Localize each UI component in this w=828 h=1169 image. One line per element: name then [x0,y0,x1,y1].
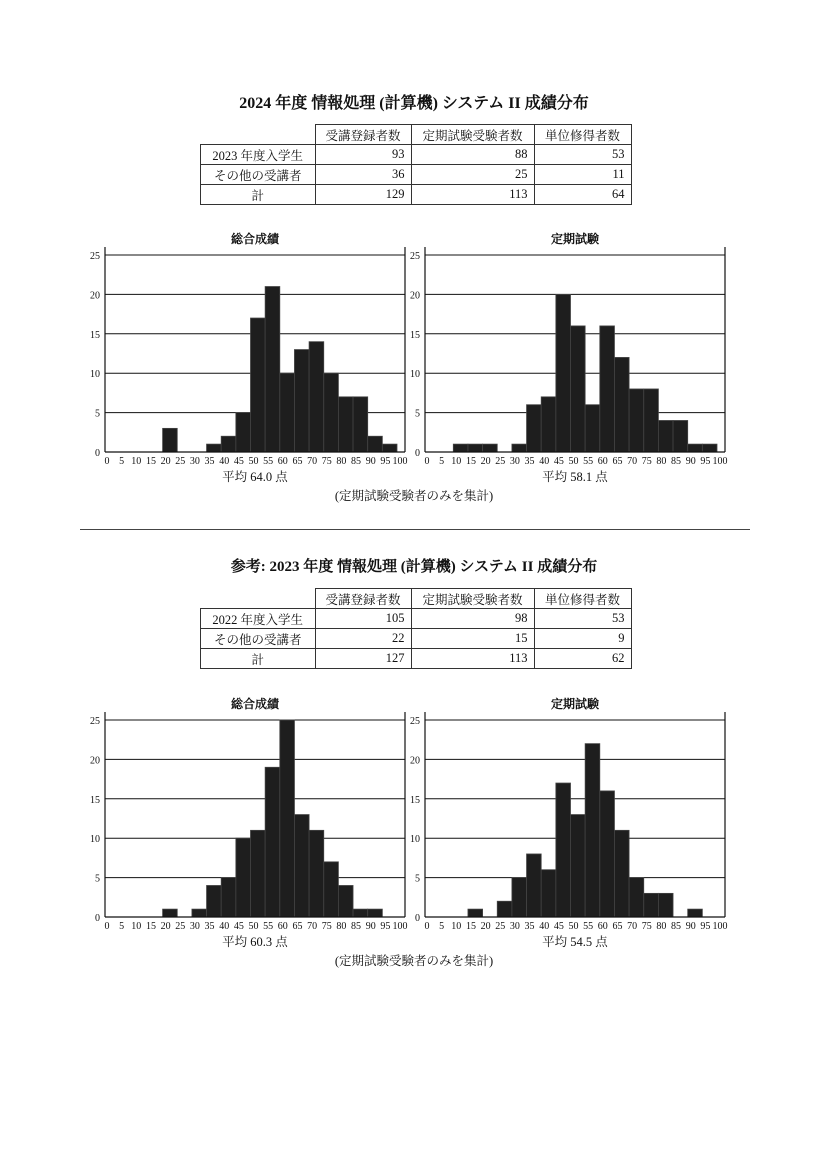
mean-label: 平均 58.1 点 [542,470,608,484]
x-tick-label: 80 [336,456,347,467]
x-tick-label: 35 [524,456,535,467]
cell: 105 [315,609,411,629]
x-tick-label: 65 [612,921,623,932]
footnote: (定期試験受験者のみを集計) [334,489,494,503]
histogram-bar [163,909,178,917]
y-tick-label: 5 [95,408,100,420]
histogram-bar [629,389,644,452]
x-tick-label: 45 [233,456,244,467]
x-tick-label: 100 [712,456,728,467]
table-row [201,165,632,185]
x-tick-label: 75 [641,921,652,932]
x-tick-label: 0 [104,921,110,932]
y-tick-label: 25 [90,251,100,262]
y-tick-label: 25 [410,716,420,727]
histogram-bar [280,373,295,452]
histogram-bar [309,342,324,452]
x-tick-label: 25 [495,456,506,467]
x-tick-label: 50 [248,921,259,932]
column-header: 受講登録者数 [315,125,411,145]
x-tick-label: 5 [439,456,445,467]
cell: 25 [411,165,534,185]
histogram-bar [512,444,527,452]
x-tick-label: 40 [219,921,230,932]
column-header: 受講登録者数 [315,589,411,609]
column-header: 単位修得者数 [534,125,631,145]
row-label: 計 [201,649,316,669]
row-label: その他の受講者 [201,165,316,185]
histogram-bar [527,405,542,452]
x-tick-label: 95 [700,456,711,467]
cell: 9 [534,629,631,649]
x-tick-label: 5 [119,456,125,467]
x-tick-label: 30 [189,456,200,467]
x-tick-label: 85 [351,921,362,932]
y-tick-label: 25 [90,716,100,727]
y-tick-label: 0 [95,913,100,924]
cell: 93 [315,145,411,165]
histogram-bar [338,397,353,452]
x-tick-label: 80 [656,456,667,467]
histogram-bar [556,783,571,917]
x-tick-label: 70 [307,921,318,932]
table-row [201,649,632,669]
histogram-bar [556,294,571,452]
cell: 127 [315,649,411,669]
row-label: 2022 年度入学生 [201,609,316,629]
histogram-bar [497,901,512,917]
x-tick-label: 15 [465,456,476,467]
histogram-bar [644,389,659,452]
x-tick-label: 60 [597,456,608,467]
x-tick-label: 10 [451,921,462,932]
cell: 36 [315,165,411,185]
histogram-bar [688,909,703,917]
histogram-bar [192,909,207,917]
y-tick-label: 5 [415,408,420,420]
x-tick-label: 40 [219,456,230,467]
x-tick-label: 0 [424,921,430,932]
histogram-bar [324,862,339,917]
chart-title: 総合成績 [230,697,279,711]
histogram-bar [163,428,178,452]
x-tick-label: 95 [380,921,391,932]
x-tick-label: 100 [392,921,408,932]
histogram-bar [251,830,266,917]
table-row [201,629,632,649]
x-tick-label: 30 [509,456,520,467]
histogram-exam-2023 [405,710,735,935]
histogram-bar [221,878,236,917]
histogram-bar [294,815,309,917]
y-tick-label: 15 [410,794,420,806]
x-tick-label: 90 [365,456,376,467]
x-tick-label: 55 [583,456,594,467]
mean-label: 平均 64.0 点 [222,470,288,484]
y-tick-label: 15 [90,329,100,341]
histogram-bar [207,885,222,917]
histogram-bar [614,357,629,452]
histogram-bar [382,444,397,452]
x-tick-label: 85 [671,921,682,932]
x-tick-label: 50 [568,921,579,932]
y-tick-label: 15 [90,794,100,806]
x-tick-label: 70 [307,456,318,467]
y-tick-label: 20 [410,290,420,302]
x-tick-label: 70 [627,921,638,932]
y-tick-label: 5 [415,873,420,885]
column-header: 単位修得者数 [534,589,631,609]
section-title: 参考: 2023 年度 情報処理 (計算機) システム II 成績分布 [230,559,598,575]
x-tick-label: 35 [524,921,535,932]
x-tick-label: 40 [539,456,550,467]
histogram-bar [368,436,383,452]
x-tick-label: 40 [539,921,550,932]
histogram-bar [585,744,600,917]
y-tick-label: 0 [95,448,100,459]
x-tick-label: 15 [465,921,476,932]
x-tick-label: 75 [321,456,332,467]
x-tick-label: 55 [263,921,274,932]
stats-table [200,588,632,669]
histogram-bar [353,909,368,917]
histogram-bar [236,413,251,452]
histogram-bar [541,870,556,917]
cell: 113 [411,185,534,205]
divider [80,529,750,530]
cell: 98 [411,609,534,629]
histogram-bar [483,444,498,452]
histogram-bar [265,767,280,917]
histogram-bar [265,287,280,452]
histogram-bar [468,444,483,452]
histogram-bar [614,830,629,917]
x-tick-label: 65 [292,456,303,467]
table-row [201,185,632,205]
chart-title: 定期試験 [550,232,599,246]
histogram-bar [324,373,339,452]
histogram-bar [468,909,483,917]
cell: 62 [534,649,631,669]
x-tick-label: 0 [424,456,430,467]
x-tick-label: 60 [277,921,288,932]
x-tick-label: 60 [597,921,608,932]
histogram-bar [309,830,324,917]
x-tick-label: 65 [612,456,623,467]
x-tick-label: 15 [145,456,156,467]
x-tick-label: 45 [553,921,564,932]
cell: 53 [534,609,631,629]
cell: 88 [411,145,534,165]
x-tick-label: 65 [292,921,303,932]
mean-label: 平均 54.5 点 [542,935,608,949]
histogram-bar [541,397,556,452]
histogram-bar [600,791,615,917]
row-label: 2023 年度入学生 [201,145,316,165]
histogram-bar [236,838,251,917]
histogram-bar [673,420,688,452]
x-tick-label: 20 [480,921,491,932]
cell: 11 [534,165,631,185]
x-tick-label: 50 [568,456,579,467]
y-tick-label: 10 [90,834,100,846]
histogram-bar [585,405,600,452]
histogram-bar [702,444,717,452]
x-tick-label: 20 [160,921,171,932]
row-label: 計 [201,185,316,205]
table-header-row [201,589,632,609]
histogram-bar [207,444,222,452]
x-tick-label: 20 [160,456,171,467]
histogram-bar [368,909,383,917]
x-tick-label: 60 [277,456,288,467]
x-tick-label: 35 [204,456,215,467]
x-tick-label: 5 [439,921,445,932]
x-tick-label: 25 [175,921,186,932]
x-tick-label: 55 [263,456,274,467]
table-row [201,145,632,165]
histogram-bar [280,720,295,917]
x-tick-label: 55 [583,921,594,932]
y-tick-label: 0 [415,913,420,924]
x-tick-label: 25 [495,921,506,932]
cell: 22 [315,629,411,649]
y-tick-label: 5 [95,873,100,885]
y-tick-label: 20 [90,755,100,767]
x-tick-label: 80 [656,921,667,932]
histogram-bar [658,420,673,452]
x-tick-label: 95 [700,921,711,932]
x-tick-label: 100 [392,456,408,467]
y-tick-label: 20 [90,290,100,302]
x-tick-label: 25 [175,456,186,467]
histogram-exam-2024 [405,245,735,470]
x-tick-label: 85 [351,456,362,467]
histogram-bar [512,878,527,917]
cell: 15 [411,629,534,649]
histogram-bar [571,326,586,452]
histogram-bar [571,815,586,917]
histogram-bar [221,436,236,452]
x-tick-label: 15 [145,921,156,932]
histogram-total-2023 [85,710,415,935]
cell: 113 [411,649,534,669]
x-tick-label: 0 [104,456,110,467]
x-tick-label: 45 [233,921,244,932]
x-tick-label: 20 [480,456,491,467]
x-tick-label: 90 [365,921,376,932]
x-tick-label: 5 [119,921,125,932]
mean-label: 平均 60.3 点 [222,935,288,949]
x-tick-label: 30 [189,921,200,932]
section-title: 2024 年度 情報処理 (計算機) システム II 成績分布 [239,95,589,112]
footnote: (定期試験受験者のみを集計) [334,954,494,968]
x-tick-label: 75 [321,921,332,932]
histogram-bar [658,893,673,917]
histogram-bar [353,397,368,452]
y-tick-label: 10 [90,369,100,381]
x-tick-label: 85 [671,456,682,467]
x-tick-label: 90 [685,921,696,932]
x-tick-label: 30 [509,921,520,932]
histogram-bar [453,444,468,452]
y-tick-label: 25 [410,251,420,262]
histogram-bar [688,444,703,452]
histogram-bar [251,318,266,452]
x-tick-label: 75 [641,456,652,467]
histogram-bar [294,350,309,452]
x-tick-label: 100 [712,921,728,932]
row-label: その他の受講者 [201,629,316,649]
cell: 129 [315,185,411,205]
x-tick-label: 10 [451,456,462,467]
cell: 53 [534,145,631,165]
table-header-row [201,125,632,145]
chart-title: 総合成績 [230,232,279,246]
x-tick-label: 80 [336,921,347,932]
histogram-total-2024 [85,245,415,470]
x-tick-label: 45 [553,456,564,467]
y-tick-label: 10 [410,834,420,846]
x-tick-label: 90 [685,456,696,467]
column-header: 定期試験受験者数 [411,589,534,609]
y-tick-label: 0 [415,448,420,459]
x-tick-label: 10 [131,456,142,467]
x-tick-label: 70 [627,456,638,467]
column-header: 定期試験受験者数 [411,125,534,145]
stats-table [200,124,632,205]
chart-title: 定期試験 [550,697,599,711]
histogram-bar [600,326,615,452]
histogram-bar [629,878,644,917]
x-tick-label: 35 [204,921,215,932]
x-tick-label: 95 [380,456,391,467]
x-tick-label: 50 [248,456,259,467]
table-row [201,609,632,629]
x-tick-label: 10 [131,921,142,932]
y-tick-label: 10 [410,369,420,381]
histogram-bar [527,854,542,917]
y-tick-label: 20 [410,755,420,767]
histogram-bar [338,885,353,917]
cell: 64 [534,185,631,205]
y-tick-label: 15 [410,329,420,341]
histogram-bar [644,893,659,917]
